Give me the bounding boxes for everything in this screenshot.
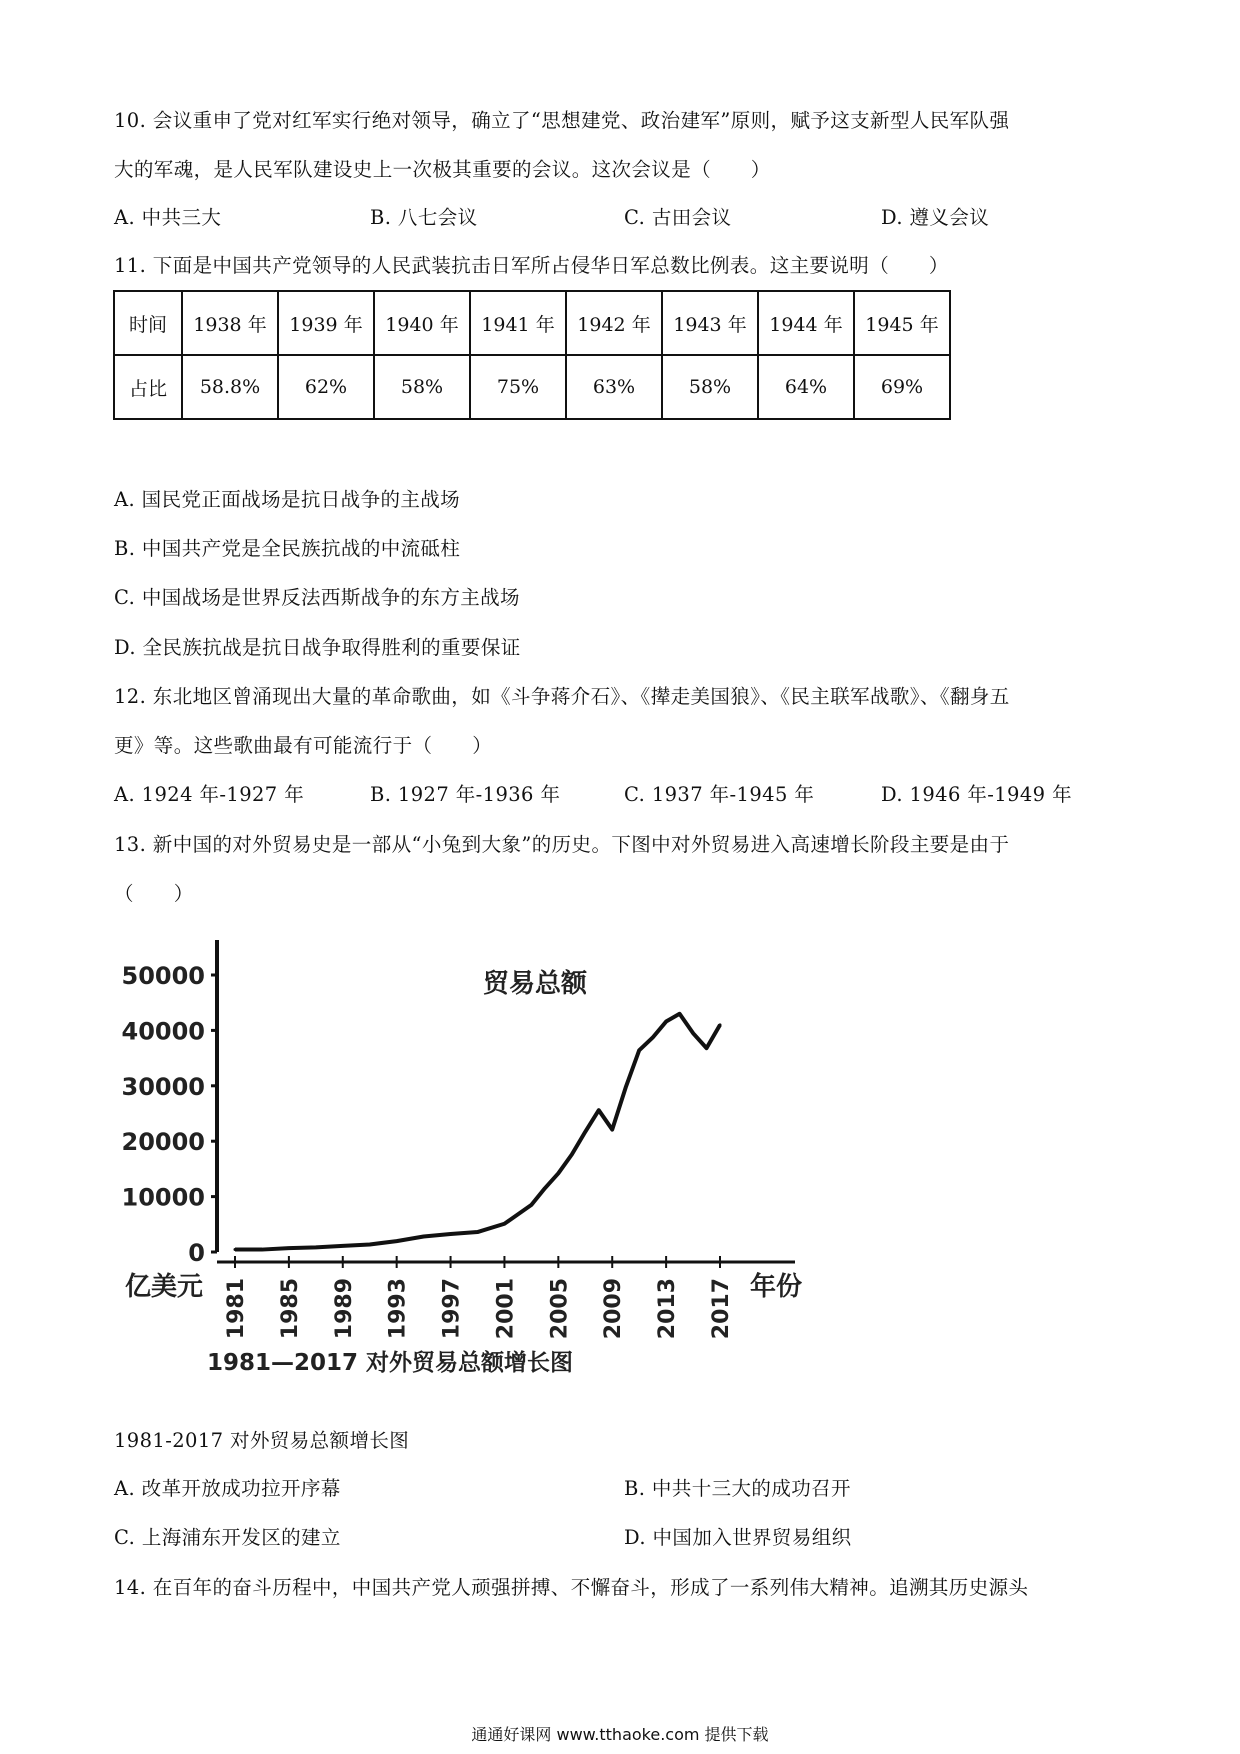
data-point <box>287 1247 290 1250</box>
q10-option-b: B. 八七会议 <box>370 206 478 229</box>
q11-option-a: A. 国民党正面战场是抗日战争的主战场 <box>114 488 461 511</box>
q11-option-c: C. 中国战场是世界反法西斯战争的东方主战场 <box>114 586 520 609</box>
data-point <box>234 1248 237 1251</box>
data-point <box>665 1020 668 1023</box>
ratio-table <box>113 290 951 420</box>
table-cell-ratio: 58.8% <box>182 355 278 419</box>
x-axis-label: 年份 <box>750 1272 803 1302</box>
data-point <box>476 1231 479 1234</box>
table-cell-year: 1940 年 <box>374 291 470 355</box>
data-point <box>611 1128 614 1131</box>
trade-chart <box>120 925 820 1385</box>
x-tick-label: 2009 <box>601 1278 627 1340</box>
trade-chart-svg <box>120 925 820 1385</box>
x-tick-label: 1985 <box>277 1278 303 1340</box>
data-point <box>530 1203 533 1206</box>
data-point <box>651 1036 654 1039</box>
table-cell-year: 1945 年 <box>854 291 950 355</box>
data-point <box>314 1246 317 1249</box>
data-point <box>449 1232 452 1235</box>
data-point <box>570 1153 573 1156</box>
y-axis-unit-label: 亿美元 <box>125 1272 204 1302</box>
q13-option-a: A. 改革开放成功拉开序幕 <box>114 1477 341 1500</box>
data-point <box>719 1023 722 1026</box>
table-cell-year: 1939 年 <box>278 291 374 355</box>
y-tick-label: 30000 <box>121 1072 205 1101</box>
x-tick-label: 1997 <box>439 1278 465 1340</box>
q11-stem: 11. 下面是中国共产党领导的人民武装抗击日军所占侵华日军总数比例表。这主要说明（ ） <box>114 254 949 277</box>
q13-option-d: D. 中国加入世界贸易组织 <box>624 1526 852 1549</box>
data-point <box>557 1172 560 1175</box>
x-tick-label: 2013 <box>655 1278 681 1340</box>
data-point <box>678 1012 681 1015</box>
q12-option-b: B. 1927 年-1936 年 <box>370 783 561 806</box>
y-tick-label: 40000 <box>121 1017 205 1046</box>
table-cell-ratio: 69% <box>854 355 950 419</box>
q13-option-b: B. 中共十三大的成功召开 <box>624 1477 851 1500</box>
table-cell-year: 1941 年 <box>470 291 566 355</box>
data-point <box>638 1049 641 1052</box>
table-cell-year: 1944 年 <box>758 291 854 355</box>
data-point <box>692 1032 695 1035</box>
q10-option-c: C. 古田会议 <box>624 206 732 229</box>
q13-option-c: C. 上海浦东开发区的建立 <box>114 1526 341 1549</box>
x-tick-label: 2001 <box>493 1278 519 1340</box>
q13-caption: 1981-2017 对外贸易总额增长图 <box>114 1429 410 1452</box>
q13-stem-line1: 13. 新中国的对外贸易史是一部从“小兔到大象”的历史。下图中对外贸易进入高速增长阶段主要是由于 <box>114 833 1010 856</box>
chart-title: 贸易总额 <box>482 969 588 999</box>
table-row-years <box>114 291 950 355</box>
table-cell-ratio: 58% <box>662 355 758 419</box>
data-point <box>260 1248 263 1251</box>
table-row-ratios <box>114 355 950 419</box>
q12-stem-line1: 12. 东北地区曾涌现出大量的革命歌曲，如《斗争蒋介石》、《撵走美国狼》、《民主联军战歌》、《翻身五 <box>114 685 1010 708</box>
x-tick-label: 1993 <box>385 1278 411 1340</box>
table-header-time: 时间 <box>114 291 182 355</box>
table-cell-year: 1938 年 <box>182 291 278 355</box>
q10-stem-line2: 大的军魂，是人民军队建设史上一次极其重要的会议。这次会议是（ ） <box>114 158 771 181</box>
x-tick-label: 1989 <box>331 1278 357 1340</box>
page-footer: 通通好课网 www.tthaoke.com 提供下载 <box>471 1725 769 1744</box>
chart-subtitle: 1981—2017 对外贸易总额增长图 <box>206 1350 574 1376</box>
data-point <box>543 1187 546 1190</box>
y-tick-label: 0 <box>188 1239 205 1267</box>
q12-option-a: A. 1924 年-1927 年 <box>114 783 305 806</box>
data-point <box>341 1244 344 1247</box>
data-point <box>395 1240 398 1243</box>
table-cell-ratio: 58% <box>374 355 470 419</box>
y-tick-label: 50000 <box>121 962 205 990</box>
trade-total-series-line <box>235 1014 720 1250</box>
table-cell-ratio: 75% <box>470 355 566 419</box>
y-tick-label: 20000 <box>121 1128 205 1157</box>
data-point <box>584 1130 587 1133</box>
q10-option-a: A. 中共三大 <box>114 206 222 229</box>
table-header-ratio: 占比 <box>114 355 182 419</box>
data-point <box>705 1047 708 1050</box>
q12-option-c: C. 1937 年-1945 年 <box>624 783 815 806</box>
q13-stem-line2: （ ） <box>114 882 194 905</box>
data-point <box>368 1243 371 1246</box>
q11-option-d: D. 全民族抗战是抗日战争取得胜利的重要保证 <box>114 636 521 659</box>
x-tick-label: 2005 <box>547 1278 573 1340</box>
table-cell-year: 1943 年 <box>662 291 758 355</box>
q10-stem-line1: 10. 会议重申了党对红军实行绝对领导，确立了“思想建党、政治建军”原则，赋予这支新型人民军队强 <box>114 109 1010 132</box>
y-tick-label: 10000 <box>121 1183 205 1212</box>
table-cell-ratio: 64% <box>758 355 854 419</box>
table-cell-year: 1942 年 <box>566 291 662 355</box>
data-point <box>624 1086 627 1089</box>
q10-option-d: D. 遵义会议 <box>881 206 990 229</box>
data-point <box>503 1222 506 1225</box>
x-tick-label: 2017 <box>709 1278 734 1340</box>
q14-stem-line1: 14. 在百年的奋斗历程中，中国共产党人顽强拼搏、不懈奋斗，形成了一系列伟大精神。追溯其历史源头 <box>114 1576 1029 1599</box>
q11-option-b: B. 中国共产党是全民族抗战的中流砥柱 <box>114 537 461 560</box>
table-cell-ratio: 63% <box>566 355 662 419</box>
q12-stem-line2: 更》等。这些歌曲最有可能流行于（ ） <box>114 734 493 757</box>
table-cell-ratio: 62% <box>278 355 374 419</box>
q12-option-d: D. 1946 年-1949 年 <box>881 783 1072 806</box>
data-point <box>422 1235 425 1238</box>
x-tick-label: 1981 <box>224 1278 249 1340</box>
data-point <box>597 1109 600 1112</box>
